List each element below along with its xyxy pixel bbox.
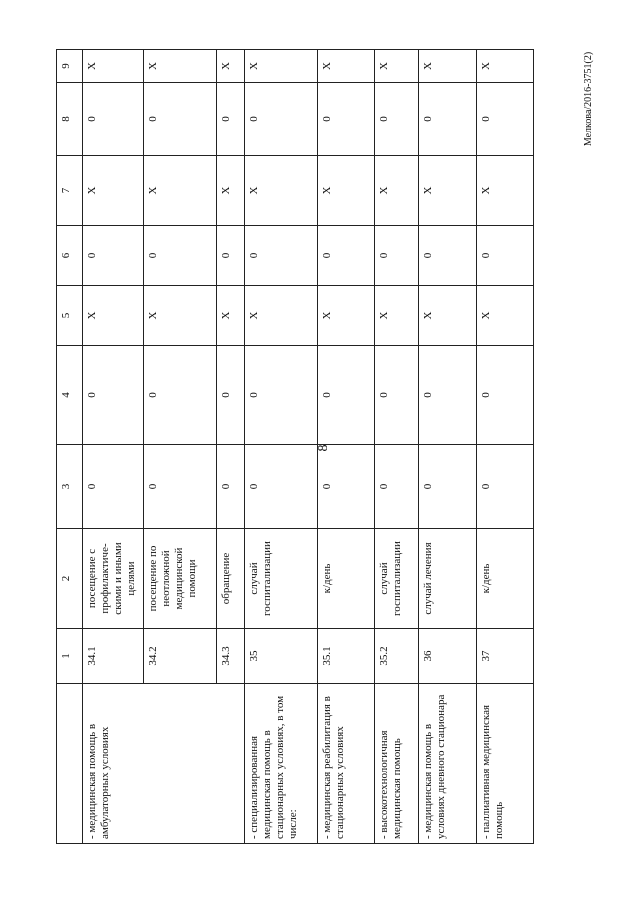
header-cell: 3 xyxy=(57,445,83,529)
value-cell: X xyxy=(476,50,533,83)
value-cell: 0 xyxy=(216,83,244,156)
table-row xyxy=(375,50,419,844)
group-label: - медицинская помощь в условиях дневного стационара xyxy=(418,684,476,844)
row-number: 36 xyxy=(418,629,476,684)
value-cell: X xyxy=(476,286,533,346)
header-cell: 5 xyxy=(57,286,83,346)
value-cell: X xyxy=(216,286,244,346)
value-cell: X xyxy=(244,156,318,226)
value-cell: 0 xyxy=(216,346,244,445)
header-cell: 2 xyxy=(57,529,83,629)
value-cell: X xyxy=(375,156,419,226)
unit-cell: посещение с профилактиче-скими и иными целями xyxy=(82,529,143,629)
group-label: - высокотехнологичная медицинская помощь xyxy=(375,684,419,844)
header-blank xyxy=(57,684,83,844)
value-cell: 0 xyxy=(375,346,419,445)
value-cell: 0 xyxy=(144,346,217,445)
table-row xyxy=(418,50,476,844)
value-cell: 0 xyxy=(82,83,143,156)
value-cell: 0 xyxy=(476,445,533,529)
value-cell: X xyxy=(418,286,476,346)
value-cell: 0 xyxy=(318,445,375,529)
value-cell: X xyxy=(318,286,375,346)
value-cell: X xyxy=(375,50,419,83)
value-cell: X xyxy=(144,156,217,226)
value-cell: X xyxy=(82,50,143,83)
unit-cell: к/день xyxy=(476,529,533,629)
value-cell: 0 xyxy=(418,346,476,445)
table-row xyxy=(318,50,375,844)
header-cell: 8 xyxy=(57,83,83,156)
row-number: 35 xyxy=(244,629,318,684)
value-cell: 0 xyxy=(318,346,375,445)
header-cell: 7 xyxy=(57,156,83,226)
document-id: Мелкова/2016-3751(2) xyxy=(583,51,594,147)
rotated-table-container xyxy=(56,50,534,844)
value-cell: 0 xyxy=(418,226,476,286)
value-cell: 0 xyxy=(144,226,217,286)
row-number: 35.2 xyxy=(375,629,419,684)
value-cell: X xyxy=(418,156,476,226)
value-cell: 0 xyxy=(144,83,217,156)
value-cell: 0 xyxy=(375,445,419,529)
value-cell: X xyxy=(244,50,318,83)
value-cell: 0 xyxy=(476,226,533,286)
header-cell: 1 xyxy=(57,629,83,684)
value-cell: X xyxy=(318,50,375,83)
value-cell: 0 xyxy=(476,346,533,445)
data-table xyxy=(56,49,534,844)
value-cell: 0 xyxy=(418,83,476,156)
value-cell: 0 xyxy=(82,445,143,529)
value-cell: X xyxy=(82,286,143,346)
table-row xyxy=(82,50,143,844)
group-label: - медицинская реабилитация в стационарных условиях xyxy=(318,684,375,844)
unit-cell: к/день xyxy=(318,529,375,629)
value-cell: X xyxy=(375,286,419,346)
page-number: 8 xyxy=(316,444,331,452)
row-number: 37 xyxy=(476,629,533,684)
value-cell: 0 xyxy=(375,226,419,286)
value-cell: 0 xyxy=(216,226,244,286)
unit-cell: случай госпитализации xyxy=(244,529,318,629)
table-row xyxy=(244,50,318,844)
unit-cell: случай госпитализации xyxy=(375,529,419,629)
value-cell: X xyxy=(144,50,217,83)
value-cell: 0 xyxy=(244,226,318,286)
value-cell: 0 xyxy=(244,83,318,156)
unit-cell: случай лечения xyxy=(418,529,476,629)
unit-cell: обращение xyxy=(216,529,244,629)
table-row xyxy=(476,50,533,844)
header-cell: 4 xyxy=(57,346,83,445)
value-cell: X xyxy=(144,286,217,346)
value-cell: 0 xyxy=(318,226,375,286)
header-cell: 6 xyxy=(57,226,83,286)
value-cell: 0 xyxy=(318,83,375,156)
value-cell: X xyxy=(216,156,244,226)
row-number: 35.1 xyxy=(318,629,375,684)
value-cell: X xyxy=(216,50,244,83)
value-cell: X xyxy=(418,50,476,83)
value-cell: 0 xyxy=(476,83,533,156)
group-label: - специализированная медицинская помощь в стационарных условиях, в том числе: xyxy=(244,684,318,844)
value-cell: X xyxy=(244,286,318,346)
row-number: 34.1 xyxy=(82,629,143,684)
value-cell: 0 xyxy=(144,445,217,529)
table-header-row xyxy=(57,50,83,844)
value-cell: 0 xyxy=(82,346,143,445)
value-cell: 0 xyxy=(216,445,244,529)
value-cell: 0 xyxy=(375,83,419,156)
value-cell: 0 xyxy=(244,445,318,529)
row-number: 34.2 xyxy=(144,629,217,684)
header-cell: 9 xyxy=(57,50,83,83)
value-cell: X xyxy=(476,156,533,226)
value-cell: 0 xyxy=(244,346,318,445)
row-number: 34.3 xyxy=(216,629,244,684)
group-label: - паллиативная медицинская помощь xyxy=(476,684,533,844)
value-cell: X xyxy=(318,156,375,226)
value-cell: 0 xyxy=(82,226,143,286)
value-cell: X xyxy=(82,156,143,226)
unit-cell: посещение по неотложной медицинской помощи xyxy=(144,529,217,629)
value-cell: 0 xyxy=(418,445,476,529)
group-label: - медицинская помощь в амбулаторных условиях xyxy=(82,684,244,844)
